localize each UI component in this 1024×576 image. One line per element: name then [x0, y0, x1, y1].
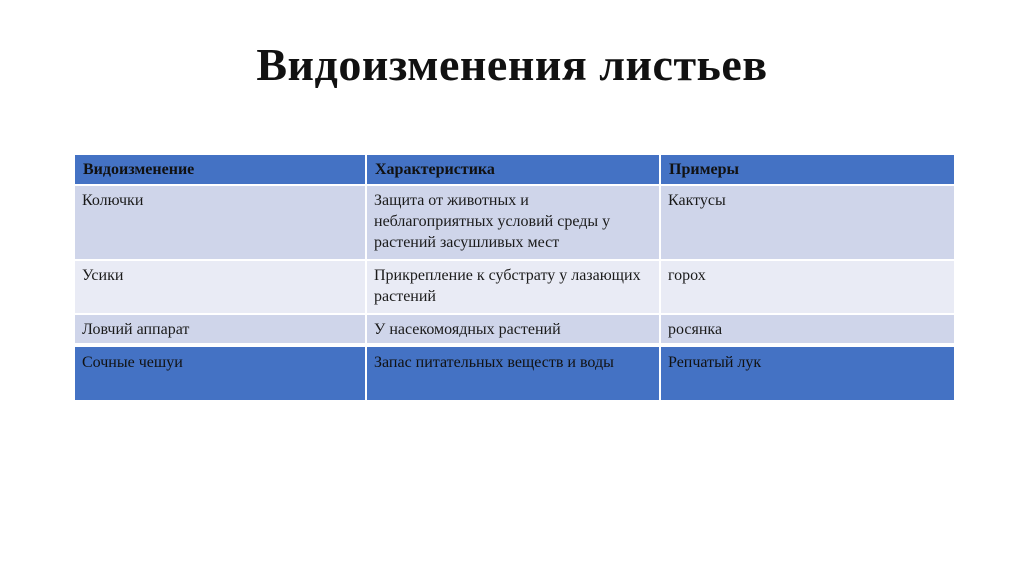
table-cell: У насекомоядных растений: [366, 314, 660, 344]
table-cell: росянка: [660, 314, 955, 344]
table-header-row: [74, 154, 955, 185]
table-cell: Запас питательных веществ и воды: [366, 346, 660, 401]
header-examples: Примеры: [660, 154, 955, 185]
succulent-scales-row-table: [73, 345, 956, 402]
table-cell: Репчатый лук: [660, 346, 955, 401]
leaf-modifications-table: [73, 153, 956, 345]
table-cell: Прикрепление к субстрату у лазающих растений: [366, 260, 660, 314]
table-row: [74, 346, 955, 401]
header-characteristic: Характеристика: [366, 154, 660, 185]
table-cell: горох: [660, 260, 955, 314]
table-cell: Ловчий аппарат: [74, 314, 366, 344]
table-cell: Усики: [74, 260, 366, 314]
table-row: [74, 185, 955, 260]
table-cell: Защита от животных и неблагоприятных условий среды у растений засушливых мест: [366, 185, 660, 260]
table-row: [74, 314, 955, 344]
table-cell: Колючки: [74, 185, 366, 260]
table-row: [74, 260, 955, 314]
table-cell: Кактусы: [660, 185, 955, 260]
slide-title: Видоизменения листьев: [256, 39, 768, 90]
header-modification: Видоизменение: [74, 154, 366, 185]
table-cell: Сочные чешуи: [74, 346, 366, 401]
